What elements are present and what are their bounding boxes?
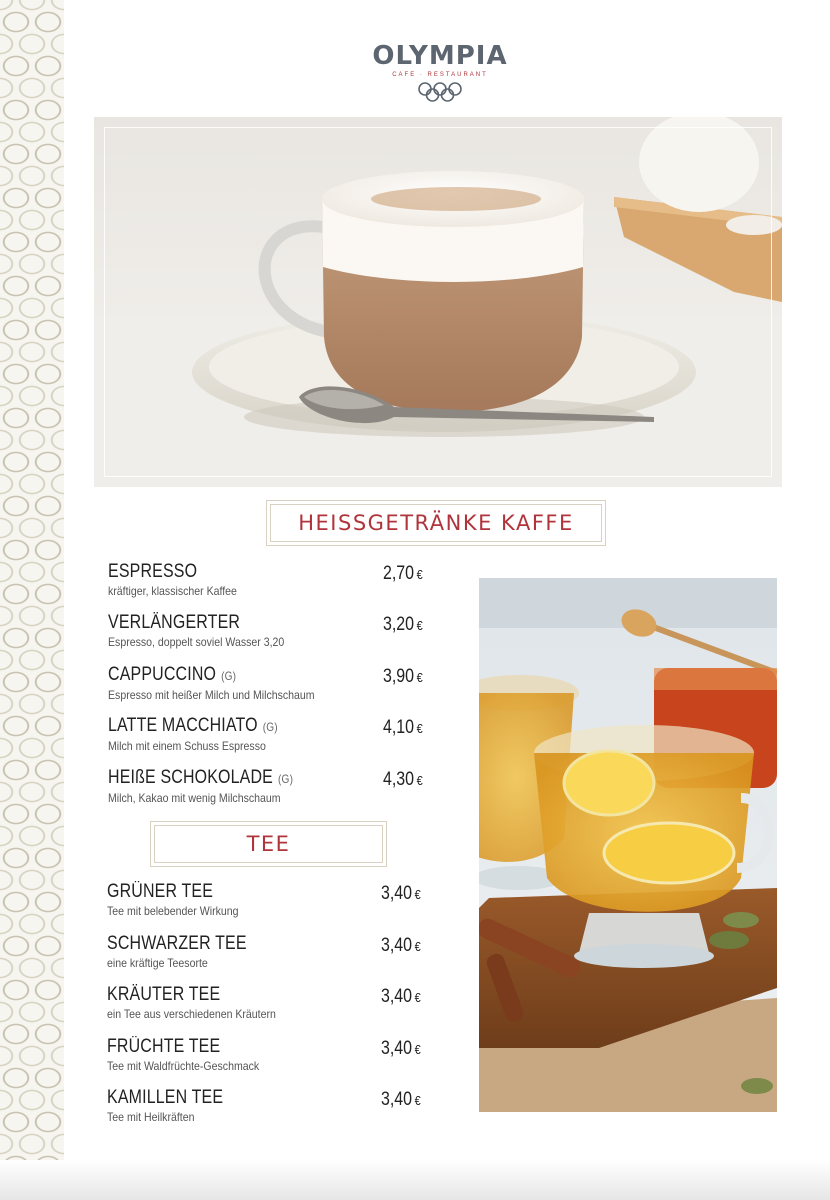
item-price: 4,10 € [383, 717, 423, 738]
item-description: Espresso mit heißer Milch und Milchschaum [108, 688, 315, 702]
item-name: HEIßE SCHOKOLADE [108, 767, 273, 788]
allergen-tag: (G) [278, 772, 294, 786]
item-name: FRÜCHTE TEE [107, 1036, 221, 1057]
item-price: 4,30 € [383, 769, 423, 790]
page-edge-shadow [0, 1160, 830, 1200]
tea-photo [479, 578, 777, 1112]
item-price: 2,70 € [383, 563, 423, 584]
item-name: LATTE MACCHIATO [108, 715, 258, 736]
item-price: 3,40 € [381, 986, 421, 1007]
logo-subtitle: CAFE · RESTAURANT [392, 72, 488, 78]
item-price: 3,40 € [381, 1038, 421, 1059]
item-description: Milch, Kakao mit wenig Milchschaum [108, 791, 281, 805]
menu-item-kamillen-tee [107, 1087, 245, 1124]
item-price: 3,40 € [381, 935, 421, 956]
olympia-logo [360, 42, 520, 108]
item-description: Espresso, doppelt soviel Wasser 3,20 [108, 635, 285, 649]
menu-item-cappuccino [108, 664, 343, 702]
item-name: GRÜNER TEE [107, 881, 214, 902]
item-description: Tee mit Waldfrüchte-Geschmack [107, 1059, 260, 1073]
item-description: ein Tee aus verschiedenen Kräutern [107, 1007, 276, 1021]
item-description: Tee mit Heilkräften [107, 1110, 195, 1124]
allergen-tag: (G) [262, 720, 278, 734]
item-price: 3,40 € [381, 883, 421, 904]
tea-section-heading: TEE [246, 832, 291, 856]
menu-item-schwarzer-tee [107, 933, 273, 970]
menu-item-espresso [108, 561, 255, 598]
item-name: ESPRESSO [108, 561, 198, 582]
item-price: 3,40 € [381, 1089, 421, 1110]
item-description: Milch mit einem Schuss Espresso [108, 739, 266, 753]
item-name: VERLÄNGERTER [108, 612, 241, 633]
menu-item-heisse-schokolade [108, 767, 328, 805]
decorative-border [0, 0, 64, 1200]
olympic-rings-icon [417, 81, 463, 103]
item-price: 3,90 € [383, 666, 423, 687]
item-description: Tee mit belebender Wirkung [107, 904, 239, 918]
item-name: SCHWARZER TEE [107, 933, 247, 954]
menu-item-fruechte-tee [107, 1036, 280, 1073]
menu-item-kraeuter-tee [107, 984, 299, 1021]
item-description: kräftiger, klassischer Kaffee [108, 584, 237, 598]
menu-item-gruener-tee [107, 881, 256, 918]
item-description: eine kräftige Teesorte [107, 956, 208, 970]
logo-title: OLYMPIA [372, 41, 508, 71]
coffee-section-title [266, 500, 606, 546]
item-name: KRÄUTER TEE [107, 984, 221, 1005]
cappuccino-photo [94, 117, 782, 487]
menu-item-verlaengerter [108, 612, 308, 649]
coffee-section-heading: HEISSGETRÄNKE KAFFE [298, 511, 574, 535]
allergen-tag: (G) [221, 669, 237, 683]
item-name: KAMILLEN TEE [107, 1087, 224, 1108]
photo-frame [104, 127, 772, 477]
item-name: CAPPUCCINO [108, 664, 217, 685]
item-price: 3,20 € [383, 614, 423, 635]
tea-section-title [150, 821, 387, 867]
menu-item-latte-macchiato [108, 715, 310, 753]
